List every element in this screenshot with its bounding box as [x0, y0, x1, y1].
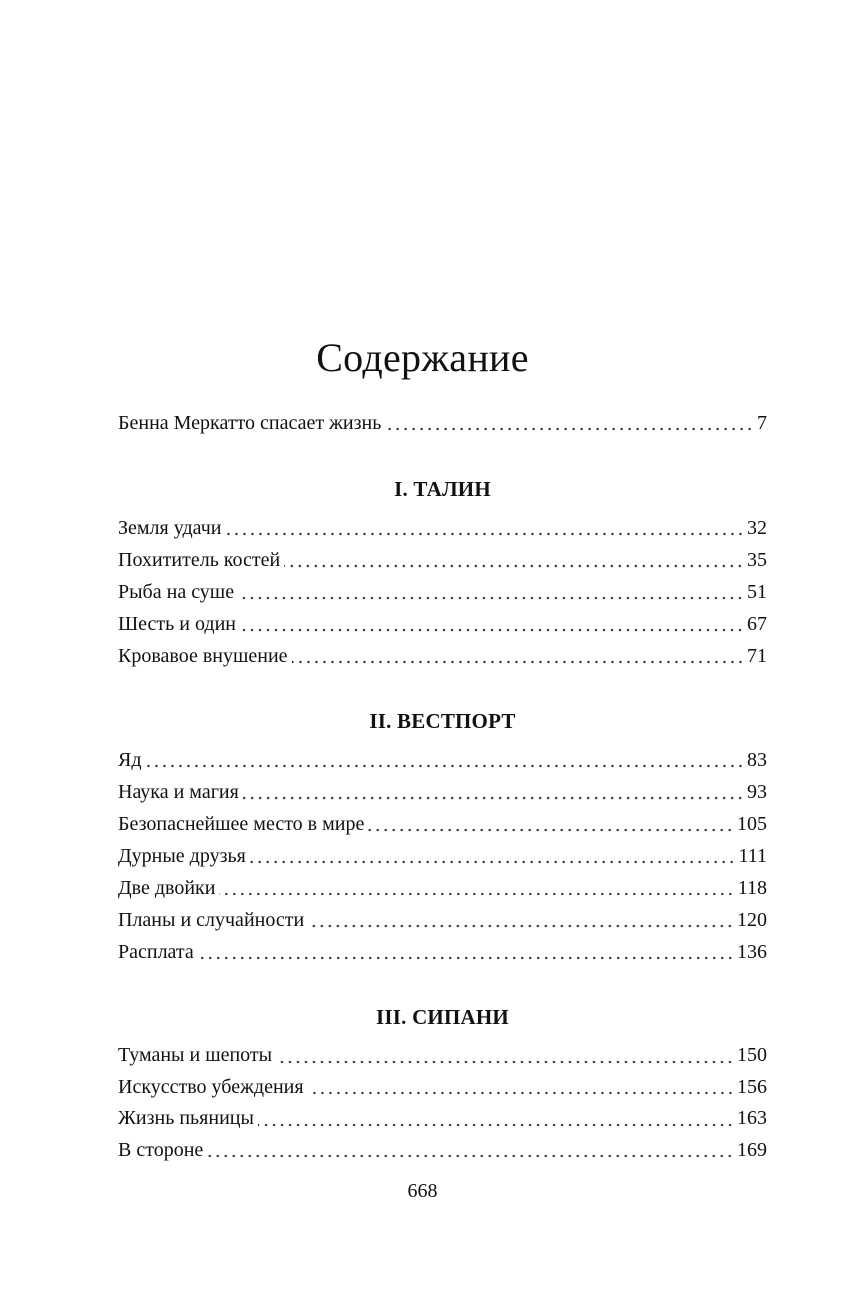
- entry-page: 156: [737, 1075, 767, 1098]
- entry-page: 7: [757, 412, 767, 434]
- dot-leader: [308, 1072, 734, 1104]
- entry-page: 32: [747, 517, 767, 539]
- entry-page: 111: [738, 845, 767, 867]
- entry-page: 150: [737, 1044, 767, 1066]
- toc-entry: [118, 872, 767, 904]
- part-heading: III. СИПАНИ: [376, 1005, 509, 1029]
- toc-entry: [118, 576, 767, 608]
- toc-entry: [118, 1040, 767, 1072]
- entry-title: Дурные друзья: [118, 845, 246, 867]
- entry-page: 93: [747, 781, 767, 803]
- toc-entry: [118, 904, 767, 936]
- toc-entry: [118, 1135, 767, 1167]
- toc-entry: [118, 936, 767, 968]
- dot-leader: [284, 544, 744, 576]
- dot-leader: [198, 936, 734, 968]
- entry-page: 51: [747, 581, 767, 603]
- part-talin: [118, 473, 767, 672]
- entry-title: Туманы и шепоты: [118, 1044, 273, 1066]
- entry-page: 35: [747, 549, 767, 571]
- dot-leader: [219, 872, 734, 904]
- toc-entry-prologue: [118, 407, 767, 439]
- entry-title: Яд: [118, 749, 142, 771]
- toc-entry: [118, 608, 767, 640]
- toc-entry: [118, 808, 767, 840]
- part-heading: II. ВЕСТПОРТ: [369, 709, 516, 733]
- entry-page: 105: [737, 813, 767, 835]
- page-number: 668: [407, 1180, 438, 1202]
- entry-title: Безопаснейшее место в мире: [118, 813, 365, 835]
- dot-leader: [258, 1103, 734, 1135]
- toc-entry: [118, 640, 767, 672]
- dot-leader: [276, 1040, 734, 1072]
- dot-leader: [226, 512, 745, 544]
- entry-title: Планы и случайности: [118, 909, 305, 931]
- dot-leader: [243, 776, 744, 808]
- entry-title: Шесть и один: [118, 613, 236, 635]
- entry-title: Жизнь пьяницы: [118, 1107, 254, 1129]
- entry-title: Расплата: [118, 941, 194, 963]
- entry-title: Бенна Меркатто спасает жизнь: [118, 412, 382, 434]
- toc-entry: [118, 544, 767, 576]
- entry-title: Рыба на суше: [118, 581, 235, 603]
- entry-page: 169: [737, 1138, 767, 1161]
- dot-leader: [368, 808, 734, 840]
- dot-leader: [308, 904, 734, 936]
- dot-leader: [207, 1135, 734, 1167]
- dot-leader: [146, 744, 744, 776]
- entry-page: 118: [737, 877, 767, 899]
- entry-title: Наука и магия: [118, 781, 239, 803]
- entry-title: Две двойки: [118, 877, 216, 899]
- dot-leader: [238, 576, 744, 608]
- dot-leader: [250, 840, 736, 872]
- toc-entry: [118, 1072, 767, 1104]
- entry-title: Земля удачи: [118, 517, 222, 539]
- entry-title: Кровавое внушение: [118, 645, 288, 667]
- toc-entry: [118, 744, 767, 776]
- dot-leader: [385, 407, 754, 439]
- entry-page: 83: [747, 749, 767, 771]
- entry-page: 67: [747, 613, 767, 635]
- dot-leader: [292, 640, 744, 672]
- entry-page: 120: [737, 909, 767, 931]
- entry-title: Искусство убеждения: [118, 1075, 304, 1098]
- entry-page: 71: [747, 645, 767, 667]
- toc-entry: [118, 1103, 767, 1135]
- part-sipani: [118, 1001, 767, 1166]
- toc-entry: [118, 776, 767, 808]
- entry-page: 163: [737, 1107, 767, 1129]
- toc-entry: [118, 840, 767, 872]
- entry-title: В стороне: [118, 1138, 204, 1161]
- entry-title: Похититель костей: [118, 549, 281, 571]
- part-vestport: [118, 705, 767, 968]
- toc-title: Содержание: [316, 335, 529, 380]
- part-heading: I. ТАЛИН: [394, 477, 491, 501]
- dot-leader: [240, 608, 744, 640]
- entry-page: 136: [737, 941, 767, 963]
- toc-entry: [118, 512, 767, 544]
